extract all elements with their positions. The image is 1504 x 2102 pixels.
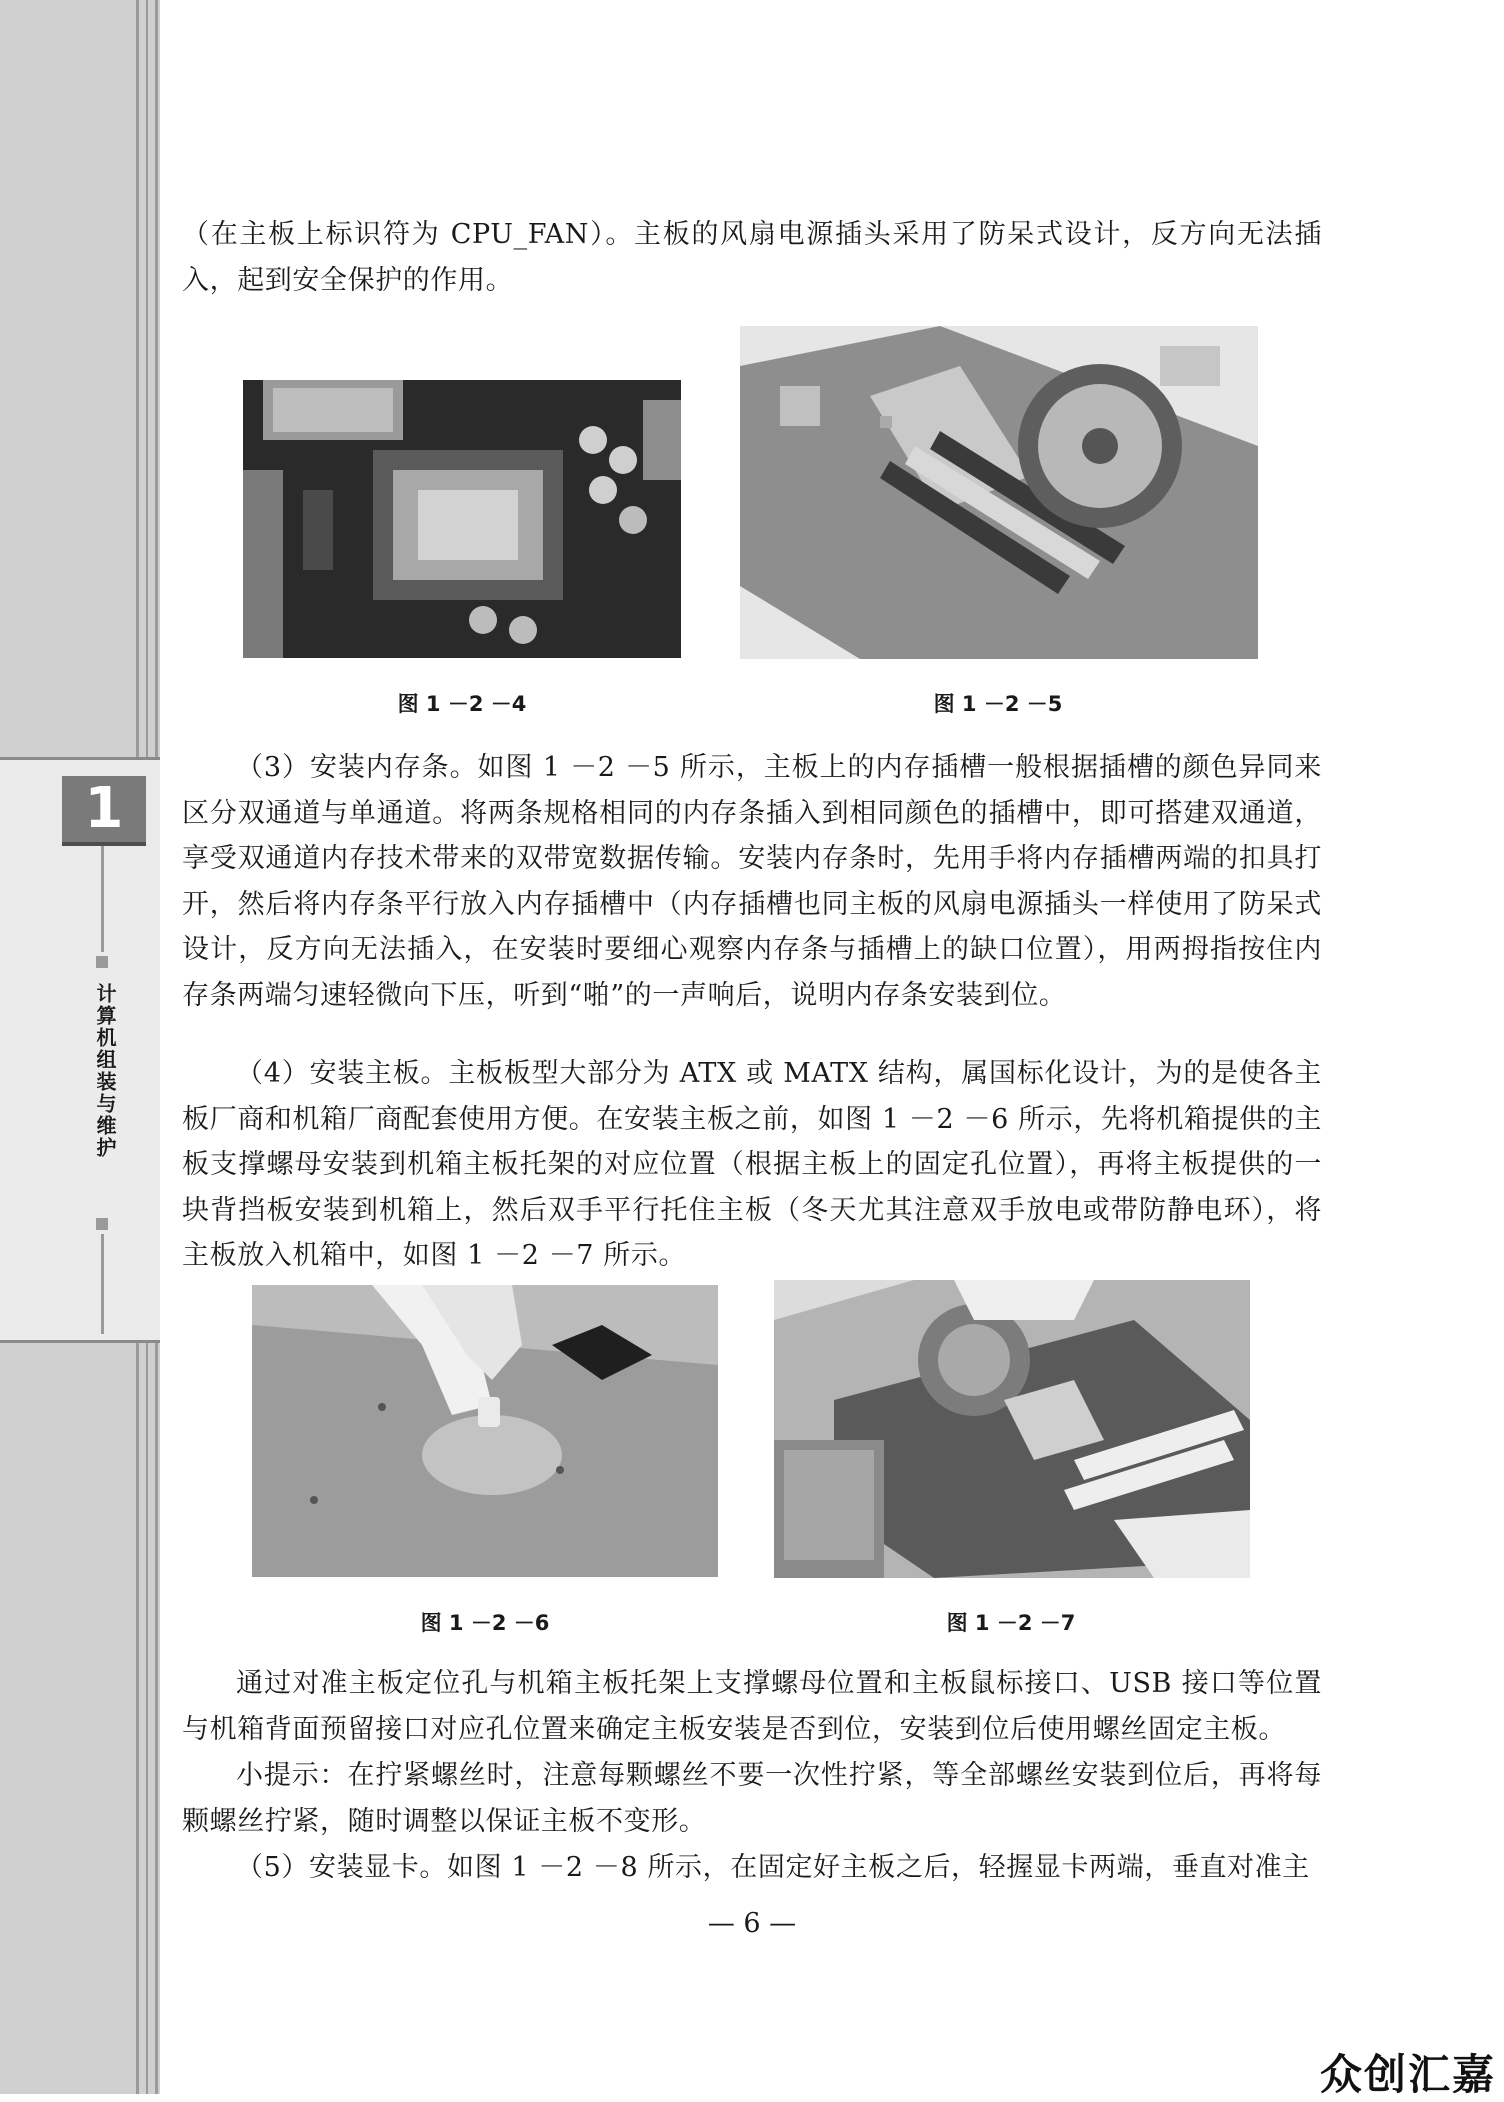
sidebar-connector [101, 1234, 104, 1334]
paragraph: （3）安装内存条。如图 1 －2 －5 所示，主板上的内存插槽一般根据插槽的颜色异同来区分双通道与单通道。将两条规格相同的内存条插入到相同颜色的插槽中，即可搭建双通道，享受双通道内存技术带来的双带宽数据传输。安装内存条时，先用手将内存插槽两端的扣具打开，然后将内存条平行放入内存插槽中（内存插槽也同主板的风扇电源插头一样使用了防呆式设计，反方向无法插入，在安装时要细心观察内存条与插槽上的缺口位置），用两拇指按住内存条两端匀速轻微向下压，听到“啪”的一声响后，说明内存条安装到位。 [182, 752, 1322, 1011]
cpu-socket-photo [243, 380, 681, 658]
paragraph: （在主板上标识符为 CPU_FAN）。主板的风扇电源插头采用了防呆式设计，反方向无法插入，起到安全保护的作用。 [182, 219, 1322, 296]
paragraph: （4）安装主板。主板板型大部分为 ATX 或 MATX 结构，属国标化设计，为的是使各主板厂商和机箱厂商配套使用方便。在安装主板之前，如图 1 －2 －6 所示，先将机箱提供的主板支撑螺母安装到机箱主板托架的对应位置（根据主板上的固定孔位置），再将主板提供的一块背挡板安装到机箱上，然后双手平行托住主板（冬天尤其注意双手放电或带防静电环），将主板放入机箱中，如图 1 －2 －7 所示。 [182, 1058, 1322, 1271]
page-number: — 6 — [707, 1908, 797, 1939]
memory-slot-photo [740, 326, 1258, 659]
figure-caption: 图 1 －2 －6 [420, 1611, 550, 1635]
motherboard-in-case-photo [774, 1280, 1250, 1578]
sidebar-vertical-title: 计算机组装与维护 [93, 983, 117, 1159]
chapter-number: 1 [84, 776, 124, 841]
standoff-install-photo [252, 1285, 718, 1577]
figure-caption: 图 1 －2 －5 [933, 692, 1063, 716]
paragraph: 小提示：在拧紧螺丝时，注意每颗螺丝不要一次性拧紧，等全部螺丝安装到位后，再将每颗螺丝拧紧，随时调整以保证主板不变形。 [182, 1760, 1322, 1837]
paragraph: 通过对准主板定位孔与机箱主板托架上支撑螺母位置和主板鼠标接口、USB 接口等位置与机箱背面预留接口对应孔位置来确定主板安装是否到位，安装到位后使用螺丝固定主板。 [182, 1668, 1322, 1745]
figure-caption: 图 1 －2 －7 [946, 1611, 1076, 1635]
sidebar-square-marker [96, 1218, 108, 1230]
chapter-tab [62, 776, 146, 846]
sidebar-square-marker [96, 956, 108, 968]
watermark-logo: 众创汇嘉 [1319, 2050, 1496, 2099]
figure-caption: 图 1 －2 －4 [397, 692, 527, 716]
sidebar-connector [101, 846, 104, 952]
paragraph: （5）安装显卡。如图 1 －2 －8 所示，在固定好主板之后，轻握显卡两端，垂直对准主 [236, 1852, 1310, 1883]
